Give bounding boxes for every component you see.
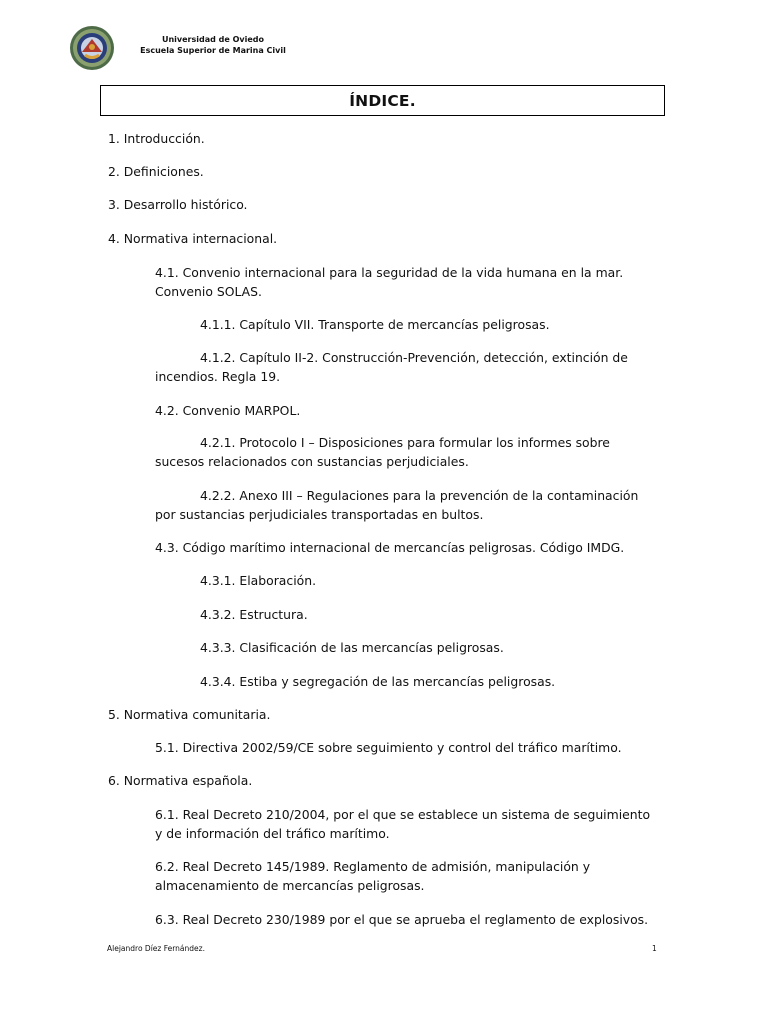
toc-entry-4-3: 4.3. Código marítimo internacional de mercancías peligrosas. Código IMDG.	[155, 540, 625, 555]
toc-entry-4-2: 4.2. Convenio MARPOL.	[155, 403, 301, 418]
toc-entry-4-1-2: 4.1.2. Capítulo II-2. Construcción-Prevención, detección, extinción de	[200, 350, 628, 365]
toc-entry-4-3-4: 4.3.4. Estiba y segregación de las mercancías peligrosas.	[200, 674, 556, 689]
toc-entry-4-1-cont: Convenio SOLAS.	[155, 284, 262, 299]
toc-entry-3: 3. Desarrollo histórico.	[108, 197, 248, 212]
toc-entry-5-1: 5.1. Directiva 2002/59/CE sobre seguimiento y control del tráfico marítimo.	[155, 740, 622, 755]
toc-entry-4-1-2-cont: incendios. Regla 19.	[155, 369, 281, 384]
toc-entry-4-3-3: 4.3.3. Clasificación de las mercancías peligrosas.	[200, 640, 504, 655]
page-number: 1	[652, 944, 657, 953]
toc-entry-6: 6. Normativa española.	[108, 773, 253, 788]
school-name: Escuela Superior de Marina Civil	[140, 46, 286, 55]
toc-entry-4-3-1: 4.3.1. Elaboración.	[200, 573, 317, 588]
toc-entry-4-1: 4.1. Convenio internacional para la seguridad de la vida humana en la mar.	[155, 265, 624, 280]
toc-entry-4-3-2: 4.3.2. Estructura.	[200, 607, 308, 622]
toc-entry-4-1-1: 4.1.1. Capítulo VII. Transporte de mercancías peligrosas.	[200, 317, 550, 332]
toc-entry-6-2: 6.2. Real Decreto 145/1989. Reglamento de admisión, manipulación y	[155, 859, 591, 874]
toc-entry-6-2-cont: almacenamiento de mercancías peligrosas.	[155, 878, 425, 893]
toc-entry-4-2-2-cont: por sustancias perjudiciales transportadas en bultos.	[155, 507, 484, 522]
toc-entry-6-1-cont: y de información del tráfico marítimo.	[155, 826, 390, 841]
toc-entry-4-2-2: 4.2.2. Anexo III – Regulaciones para la prevención de la contaminación	[200, 488, 639, 503]
footer-author: Alejandro Díez Fernández.	[107, 944, 205, 953]
toc-entry-4-2-1: 4.2.1. Protocolo I – Disposiciones para formular los informes sobre	[200, 435, 610, 450]
toc-entry-4-2-1-cont: sucesos relacionados con sustancias perjudiciales.	[155, 454, 469, 469]
toc-entry-4: 4. Normativa internacional.	[108, 231, 278, 246]
toc-entry-2: 2. Definiciones.	[108, 164, 204, 179]
university-name: Universidad de Oviedo	[161, 35, 264, 44]
page-title: ÍNDICE.	[349, 91, 416, 110]
toc-entry-6-3: 6.3. Real Decreto 230/1989 por el que se aprueba el reglamento de explosivos.	[155, 912, 649, 927]
toc-entry-5: 5. Normativa comunitaria.	[108, 707, 271, 722]
toc-entry-1: 1. Introducción.	[108, 131, 205, 146]
toc-entry-6-1: 6.1. Real Decreto 210/2004, por el que se establece un sistema de seguimiento	[155, 807, 651, 822]
